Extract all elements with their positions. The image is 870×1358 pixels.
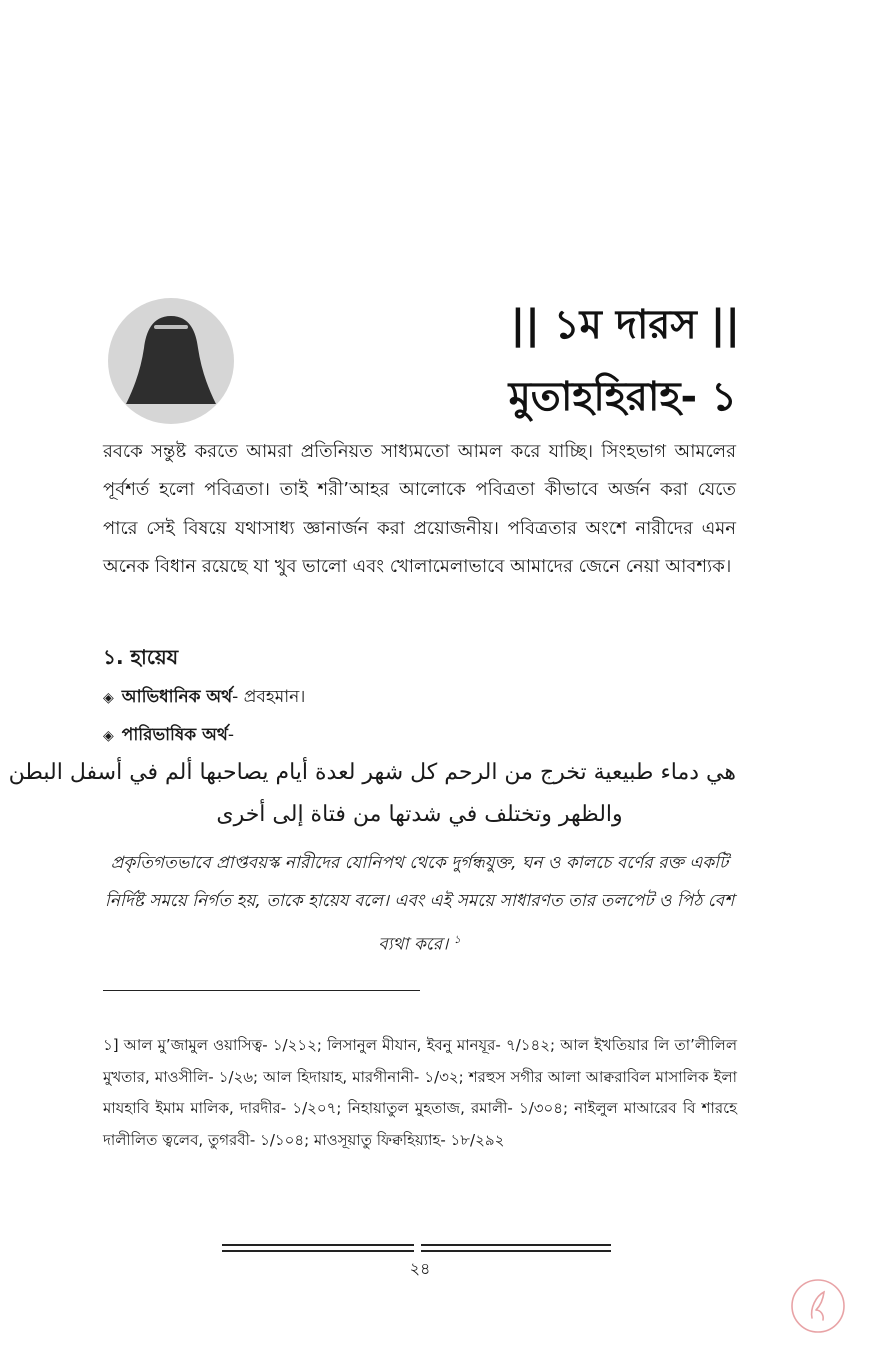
publisher-watermark-icon <box>790 1278 846 1334</box>
niqab-avatar-icon <box>108 298 234 424</box>
lesson-subtitle: মুতাহহিরাহ- ১ <box>508 374 737 420</box>
diamond-bullet-icon: ◈ <box>103 690 114 706</box>
diamond-bullet-icon: ◈ <box>103 728 114 744</box>
definition-translation <box>103 844 736 964</box>
footnote-divider <box>103 990 420 991</box>
page-ornament-left <box>222 1244 414 1252</box>
page-ornament-right <box>421 1244 611 1252</box>
technical-meaning-suffix: - <box>227 725 234 745</box>
intro-paragraph: রবকে সন্তুষ্ট করতে আমরা প্রতিনিয়ত সাধ্যমতো আমল করে যাচ্ছি। সিংহভাগ আমলের পূর্বশর্ত হলো পবিত্রতা। তাই শরী’আহর আলোকে পবিত্রতা কীভাবে অর্জন করা যেতে পারে সেই বিষয়ে যথাসাধ্য জ্ঞানার্জন করা প্রয়োজনীয়। পবিত্রতার অংশে নারীদের এমন অনেক বিধান রয়েছে যা খুব ভালো এবং খোলামেলাভাবে আমাদের জেনে নেয়া আবশ্যক। <box>103 441 736 578</box>
footnote-text: ১] আল মু’জামুল ওয়াসিত্ব- ১/২১২; লিসানুল মীযান, ইবনু মানযূর- ৭/১৪২; আল ইখতিয়ার লি তা’লীলিল মুখতার, মাওসীলি- ১/২৬; আল হিদায়াহ, মারগীনানী- ১/৩২; শরহুস সগীর আলা আক্বরাবিল মাসালিক ইলা মাযহাবি ইমাম মালিক, দারদীর- ১/২০৭; নিহায়াতুল মুহতাজ, রমালী- ১/৩০৪; নাইলুল মাআরেব বি শারহে দালীলিত ত্বলেব, তুগরবী- ১/১০৪; মাওসূয়াতু ফিক্বহিয়্যাহ- ১৮/২৯২ <box>103 1036 737 1149</box>
lesson-title: || ১ম দারস || <box>510 302 740 348</box>
translation-text: প্রকৃতিগতভাবে প্রাপ্তবয়স্ক নারীদের যোনিপথ থেকে দুর্গন্ধযুক্ত, ঘন ও কালচে বর্ণের রক্ত একটি নির্দিষ্ট সময়ে নির্গত হয়, তাকে হায়েয বলে। এবং এই সময়ে সাধারণত তার তলপেট ও পিঠ বেশ ব্যথা করে। <box>104 853 735 955</box>
arabic-definition-line-2: والظهر وتختلف في شدتها من فتاة إلى أخرى <box>216 802 623 827</box>
literal-meaning-item <box>103 684 305 712</box>
footnote-ref: ১ <box>453 932 461 946</box>
page-number: ২৪ <box>409 1259 431 1278</box>
technical-meaning-label: পারিভাষিক অর্থ <box>121 725 228 745</box>
arabic-definition-line-1: هي دماء طبيعية تخرج من الرحم كل شهر لعدة أيام يصاحبها ألم في أسفل البطن <box>8 760 736 785</box>
section-heading: ১. হায়েয <box>103 645 179 669</box>
technical-meaning-item <box>103 722 234 750</box>
literal-meaning-label: আভিধানিক অর্থ <box>121 687 233 707</box>
literal-meaning-value: - প্রবহমান। <box>232 687 306 707</box>
